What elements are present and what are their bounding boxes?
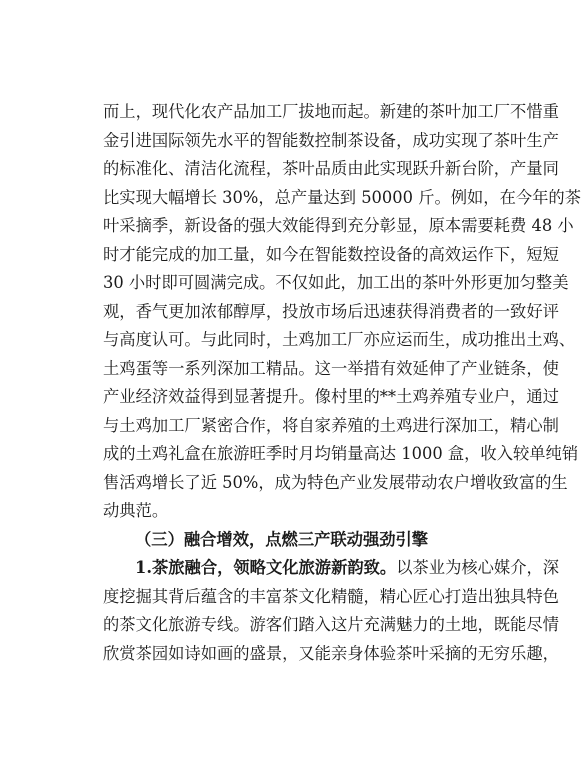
- text-line: 度挖掘其背后蕴含的丰富茶文化精髓，精心匠心打造出独具特色: [103, 586, 559, 606]
- text-line-first: [103, 554, 560, 583]
- text-line: 土鸡蛋等一系列深加工精品。这一举措有效延伸了产业链条，使: [103, 358, 559, 378]
- text-line: 的标准化、清洁化流程，茶叶品质由此实现跃升新台阶，产量同: [103, 159, 559, 178]
- text-line: 欣赏茶园如诗如画的盛景，又能亲身体验茶叶采摘的无穷乐趣，: [103, 643, 559, 663]
- text-line: 观，香气更加浓郁醇厚，投放市场后迅速获得消费者的一致好评: [103, 301, 559, 321]
- text-line: 售活鸡增长了近 50%，成为特色产业发展带动农户增收致富的生: [103, 472, 568, 492]
- text-line: 30 小时即可圆满完成。不仅如此，加工出的茶叶外形更加匀整美: [103, 273, 569, 292]
- text-line: 而上，现代化农产品加工厂拔地而起。新建的茶叶加工厂不惜重: [103, 102, 559, 121]
- section-heading: （三）融合增效，点燃三产联动强劲引擎: [135, 529, 429, 549]
- text-line: 成的土鸡礼盒在旅游旺季时月均销量高达 1000 盒，收入较单纯销: [103, 444, 579, 463]
- paragraph-production: [103, 98, 581, 526]
- text-line: 时才能完成的加工量，如今在智能数控设备的高效运作下，短短: [103, 244, 559, 264]
- text-line: 比实现大幅增长 30%，总产量达到 50000 斤。例如，在今年的茶: [103, 187, 581, 207]
- document-body: [103, 98, 581, 668]
- text-line: 的茶文化旅游专线。游客们踏入这片充满魅力的土地，既能尽情: [103, 615, 559, 634]
- text-line: 金引进国际领先水平的智能数控制茶设备，成功实现了茶叶生产: [103, 130, 559, 150]
- text-line: 与高度认可。与此同时，土鸡加工厂亦应运而生，成功推出土鸡、: [103, 330, 576, 349]
- text-line: 与土鸡加工厂紧密合作，将自家养殖的土鸡进行深加工，精心制: [103, 415, 559, 435]
- text-line: 叶采摘季，新设备的强大效能得到充分彰显，原本需要耗费 48 小: [103, 216, 574, 235]
- subheading-inline: 1.茶旅融合，领略文化旅游新韵致。: [135, 558, 397, 577]
- text-line: 产业经济效益得到显著提升。像村里的**土鸡养殖专业户，通过: [103, 387, 559, 406]
- paragraph-tea-tourism: [103, 554, 560, 668]
- text-line: 动典范。: [103, 501, 169, 520]
- text-run: 以茶业为核心媒介，深: [396, 558, 560, 577]
